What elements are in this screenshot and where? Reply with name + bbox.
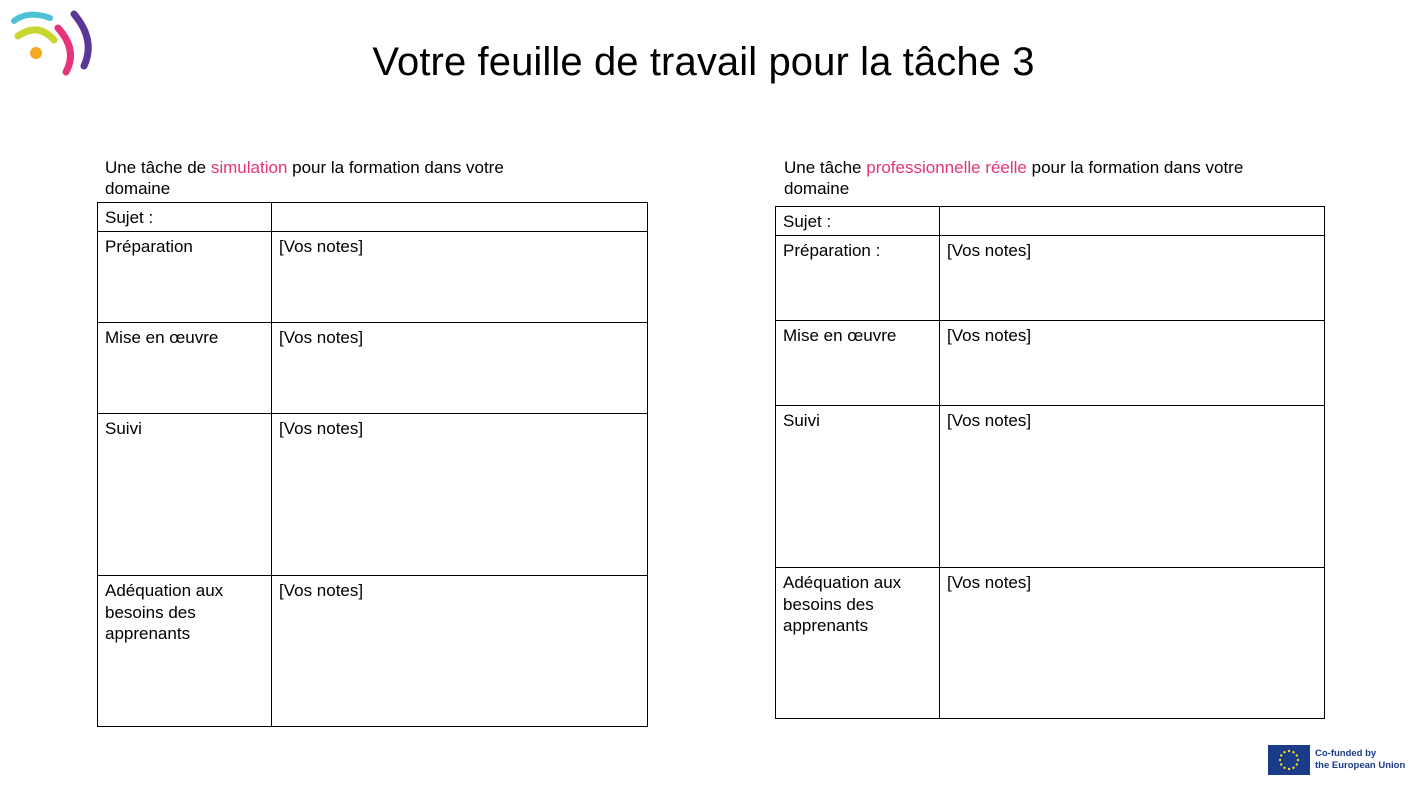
table-row: [98, 323, 648, 414]
left-worksheet-table: [97, 202, 648, 727]
row-label: Préparation: [98, 232, 272, 323]
table-row: [98, 203, 648, 232]
eu-cofunded-text: [1315, 748, 1405, 771]
table-row: [776, 207, 1325, 236]
right-caption: [784, 157, 1284, 199]
row-label: Mise en œuvre: [776, 321, 940, 406]
row-value[interactable]: [Vos notes]: [272, 414, 648, 576]
eu-line-1: Co-funded by: [1315, 748, 1377, 759]
row-label: Adéquation aux besoins des apprenants: [776, 568, 940, 719]
row-label: Sujet :: [98, 203, 272, 232]
row-label: Mise en œuvre: [98, 323, 272, 414]
row-value[interactable]: [Vos notes]: [940, 321, 1325, 406]
left-caption-post: pour la formation dans votre domaine: [105, 158, 504, 198]
table-row: [776, 406, 1325, 568]
table-row: [776, 321, 1325, 406]
table-row: [98, 576, 648, 727]
right-caption-highlight: professionnelle réelle: [866, 158, 1027, 177]
left-caption: [105, 157, 555, 199]
row-value[interactable]: [940, 207, 1325, 236]
row-label: Adéquation aux besoins des apprenants: [98, 576, 272, 727]
table-row: [98, 414, 648, 576]
row-label: Suivi: [98, 414, 272, 576]
row-value[interactable]: [Vos notes]: [940, 406, 1325, 568]
row-value[interactable]: [Vos notes]: [940, 236, 1325, 321]
row-value[interactable]: [Vos notes]: [272, 576, 648, 727]
eu-flag-icon: [1268, 745, 1310, 775]
row-value[interactable]: [Vos notes]: [272, 323, 648, 414]
left-caption-pre: Une tâche de: [105, 158, 211, 177]
row-value[interactable]: [Vos notes]: [940, 568, 1325, 719]
table-row: [776, 568, 1325, 719]
row-label: Préparation :: [776, 236, 940, 321]
page-title: Votre feuille de travail pour la tâche 3: [372, 40, 1035, 84]
row-value[interactable]: [Vos notes]: [272, 232, 648, 323]
row-label: Suivi: [776, 406, 940, 568]
eu-cofunded-logo: [1268, 745, 1408, 775]
right-caption-pre: Une tâche: [784, 158, 867, 177]
table-row: [98, 232, 648, 323]
right-caption-post: pour la formation dans votre domaine: [784, 158, 1244, 198]
left-caption-highlight: simulation: [210, 158, 288, 177]
eu-line-2: the European Union: [1315, 759, 1406, 771]
row-label: Sujet :: [776, 207, 940, 236]
right-worksheet-table: [775, 206, 1325, 719]
table-row: [776, 236, 1325, 321]
row-value[interactable]: [272, 203, 648, 232]
